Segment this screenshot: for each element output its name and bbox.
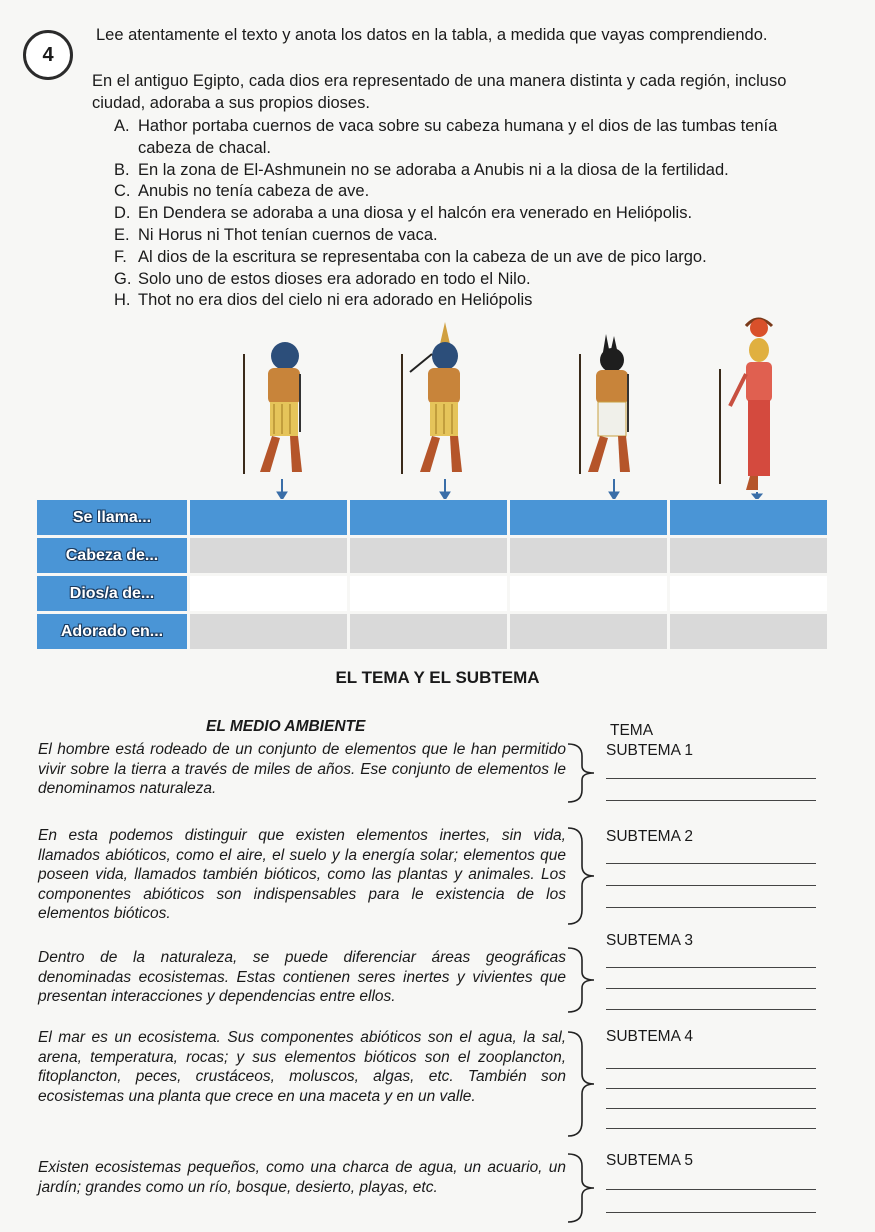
clue-item: B. En la zona de El-Ashmunein no se adoraba a Anubis ni a la diosa de la fertilidad. bbox=[114, 160, 729, 179]
clue-item: H. Thot no era dios del cielo ni era adorado en Heliópolis bbox=[114, 291, 533, 310]
row-label: Adorado en... bbox=[37, 614, 187, 649]
brace-icon bbox=[566, 1030, 598, 1138]
paragraph-1: El hombre está rodeado de un conjunto de elementos que le han permitido vivir sobre la tierra a través de miles de años. Ese conjunto de elementos le denominamos naturaleza. bbox=[38, 741, 566, 797]
table-cell[interactable] bbox=[510, 576, 667, 611]
subtema-label: SUBTEMA 3 bbox=[606, 932, 693, 949]
paragraph-5: Existen ecosistemas pequeños, como una charca de agua, un acuario, un jardín; grandes como un río, bosque, desierto, playas, etc. bbox=[38, 1159, 566, 1196]
paragraph-4: El mar es un ecosistema. Sus componentes abióticos son el agua, la sal, arena, temperatura, rocas; y sus elementos bióticos son el zooplancton, fitoplancton, peces, crustáceos, moluscos, algas, etc. También son ecosistemas una planta que crece en una maceta y en un valle. bbox=[38, 1029, 566, 1105]
table-cell[interactable] bbox=[670, 538, 827, 573]
tema-label: TEMA bbox=[610, 722, 654, 739]
exercise-number-badge: 4 bbox=[23, 30, 73, 80]
answer-line[interactable] bbox=[606, 967, 816, 968]
table-pointer-arrows bbox=[277, 479, 762, 499]
table-row bbox=[37, 576, 827, 611]
subtema-label: SUBTEMA 1 bbox=[606, 742, 693, 759]
clue-list bbox=[114, 116, 834, 312]
answer-line[interactable] bbox=[606, 1108, 816, 1109]
table-cell[interactable] bbox=[510, 538, 667, 573]
clue-item: E. Ni Horus ni Thot tenían cuernos de vaca. bbox=[114, 225, 438, 244]
god-figure-ibis bbox=[402, 322, 462, 474]
answer-line[interactable] bbox=[606, 778, 816, 779]
paragraph-2: En esta podemos distinguir que existen elementos inertes, sin vida, llamados abióticos, como el aire, el suelo y la energía solar; elementos que poseen vida, llamados también bióticos, como las plantas y animales. Los componentes abióticos son indispensables para le existencia de los elementos bióticos. bbox=[38, 827, 566, 922]
brace-icon bbox=[566, 946, 598, 1014]
table-cell[interactable] bbox=[350, 576, 507, 611]
answer-line[interactable] bbox=[606, 800, 816, 801]
brace-icon bbox=[566, 1152, 598, 1224]
table-cell[interactable] bbox=[670, 576, 827, 611]
answer-line[interactable] bbox=[606, 1068, 816, 1069]
topic-heading: EL MEDIO AMBIENTE bbox=[206, 718, 366, 735]
table-row bbox=[37, 538, 827, 573]
table-cell[interactable] bbox=[350, 500, 507, 535]
god-figure-falcon bbox=[244, 342, 302, 474]
answer-line[interactable] bbox=[606, 863, 816, 864]
table-cell[interactable] bbox=[190, 576, 347, 611]
answer-line[interactable] bbox=[606, 1128, 816, 1129]
answer-line[interactable] bbox=[606, 885, 816, 886]
god-figure-jackal bbox=[580, 334, 630, 474]
clue-item: C. Anubis no tenía cabeza de ave. bbox=[114, 182, 370, 201]
table-cell[interactable] bbox=[190, 538, 347, 573]
table-cell[interactable] bbox=[190, 614, 347, 649]
subtema-label: SUBTEMA 4 bbox=[606, 1028, 693, 1045]
subtema-label: SUBTEMA 5 bbox=[606, 1152, 693, 1169]
table-cell[interactable] bbox=[350, 614, 507, 649]
table-cell[interactable] bbox=[350, 538, 507, 573]
answer-line[interactable] bbox=[606, 1009, 816, 1010]
table-cell[interactable] bbox=[510, 614, 667, 649]
row-label: Dios/a de... bbox=[37, 576, 187, 611]
exercise-instruction: Lee atentamente el texto y anota los datos en la tabla, a medida que vayas comprendiendo. bbox=[96, 26, 768, 44]
clue-item: A. Hathor portaba cuernos de vaca sobre su cabeza humana y el dios de las tumbas tenía cabeza de chacal. bbox=[114, 117, 778, 157]
table-cell[interactable] bbox=[670, 614, 827, 649]
table-cell[interactable] bbox=[510, 500, 667, 535]
clue-item: F. Al dios de la escritura se representaba con la cabeza de un ave de pico largo. bbox=[114, 247, 707, 266]
answer-line[interactable] bbox=[606, 1088, 816, 1089]
table-row bbox=[37, 500, 827, 535]
table-cell[interactable] bbox=[670, 500, 827, 535]
gods-table bbox=[37, 500, 827, 652]
brace-icon bbox=[566, 742, 598, 804]
row-label: Se llama... bbox=[37, 500, 187, 535]
answer-line[interactable] bbox=[606, 1189, 816, 1190]
answer-line[interactable] bbox=[606, 907, 816, 908]
paragraph-3: Dentro de la naturaleza, se puede diferenciar áreas geográficas denominadas ecosistemas. Estas contienen seres inertes y vivientes que presentan interacciones y dependencias entre ellos. bbox=[38, 949, 566, 1005]
subtema-label: SUBTEMA 2 bbox=[606, 828, 693, 845]
row-label: Cabeza de... bbox=[37, 538, 187, 573]
brace-icon bbox=[566, 826, 598, 926]
egyptian-gods-illustration bbox=[230, 314, 800, 499]
clue-item: D. En Dendera se adoraba a una diosa y el halcón era venerado en Heliópolis. bbox=[114, 204, 693, 223]
clue-item: G. Solo uno de estos dioses era adorado en todo el Nilo. bbox=[114, 269, 531, 288]
answer-line[interactable] bbox=[606, 1212, 816, 1213]
table-cell[interactable] bbox=[190, 500, 347, 535]
exercise-intro: En el antiguo Egipto, cada dios era representado de una manera distinta y cada región, incluso ciudad, adoraba a sus propios dioses. bbox=[92, 72, 787, 112]
table-row bbox=[37, 614, 827, 649]
answer-line[interactable] bbox=[606, 988, 816, 989]
section-title: EL TEMA Y EL SUBTEMA bbox=[335, 668, 540, 687]
goddess-figure-hathor bbox=[720, 319, 772, 490]
